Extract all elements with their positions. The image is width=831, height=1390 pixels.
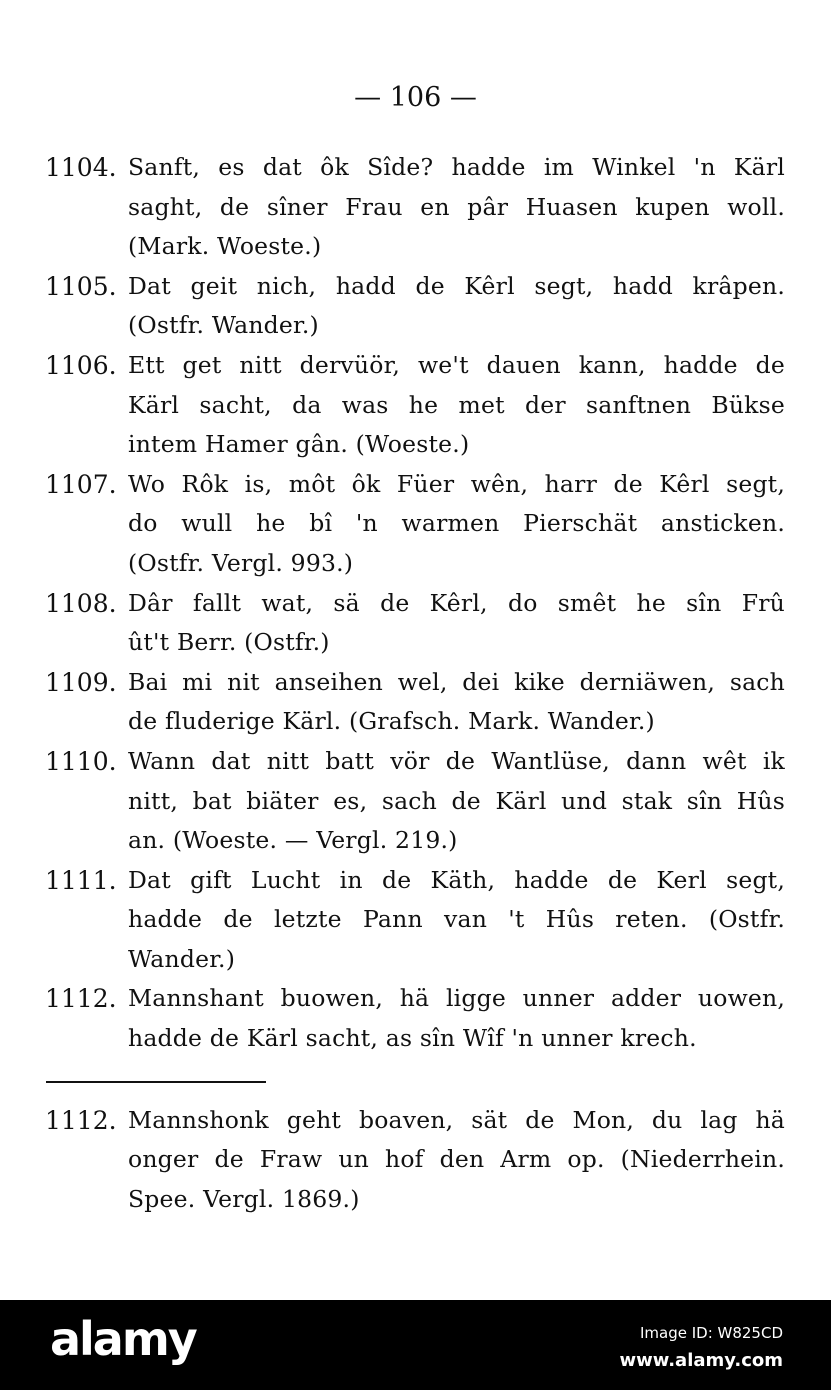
proverb-entry — [0, 148, 831, 267]
text-line: intem Hamer gân. (Woeste.) — [128, 430, 470, 459]
proverb-entry — [0, 267, 831, 346]
proverb-entry — [0, 1101, 831, 1220]
text-line: Wander.) — [128, 944, 236, 973]
entry-number: 1107. — [45, 469, 117, 499]
proverb-entry — [0, 465, 831, 584]
text-line: Sanft, es dat ôk Sîde? hadde im Winkel 'n Kärl — [128, 153, 785, 181]
text-line: Mannshant buowen, hä ligge unner adder uowen, — [128, 984, 785, 1013]
text-line: Ett get nitt dervüör, we't dauen kann, hadde de — [128, 350, 785, 379]
text-line: de fluderige Kärl. (Grafsch. Mark. Wander.) — [128, 707, 655, 736]
text-line: (Ostfr. Wander.) — [128, 311, 319, 340]
proverb-entry — [0, 663, 831, 742]
text-line: (Mark. Woeste.) — [128, 232, 322, 261]
proverb-entry — [0, 742, 831, 861]
proverb-entry — [0, 979, 831, 1058]
text-line: (Ostfr. Vergl. 993.) — [128, 548, 354, 577]
text-line: ût't Berr. (Ostfr.) — [128, 628, 330, 657]
text-line: Mannshonk geht boaven, sät de Mon, du lag hä — [128, 1105, 785, 1134]
entry-number: 1104. — [45, 153, 117, 182]
text-line: onger de Fraw un hof den Arm op. (Niederrhein. — [128, 1145, 785, 1174]
proverb-entry — [0, 346, 831, 465]
entry-number: 1105. — [45, 271, 117, 301]
entry-number: 1111. — [45, 865, 117, 895]
entry-number: 1109. — [45, 667, 117, 697]
text-line: Wann dat nitt batt vör de Wantlüse, dann wêt ik — [128, 746, 785, 775]
entry-number: 1112. — [45, 1105, 117, 1135]
text-line: nitt, bat biäter es, sach de Kärl und stak sîn Hûs — [128, 786, 785, 815]
text-line: hadde de letzte Pann van 't Hûs reten. (Ostfr. — [128, 905, 785, 934]
text-line: Dat gift Lucht in de Käth, hadde de Kerl segt, — [128, 865, 785, 894]
text-line: Bai mi nit anseihen wel, dei kike derniäwen, sach — [128, 667, 785, 696]
text-line: saght, de sîner Frau en pâr Huasen kupen woll. — [128, 192, 785, 221]
footnote-rule — [46, 1081, 266, 1083]
text-line: do wull he bî 'n warmen Pierschät ansticken. — [128, 509, 785, 538]
proverb-entry — [0, 861, 831, 980]
text-line: Dâr fallt wat, sä de Kêrl, do smêt he sîn Frû — [128, 588, 785, 617]
text-line: Wo Rôk is, môt ôk Füer wên, harr de Kêrl segt, — [128, 469, 785, 498]
text-line: hadde de Kärl sacht, as sîn Wîf 'n unner krech. — [128, 1024, 697, 1053]
watermark-bar — [0, 1300, 831, 1390]
image-id: Image ID: W825CD — [639, 1324, 783, 1342]
entry-number: 1106. — [45, 350, 117, 380]
text-line: an. (Woeste. — Vergl. 219.) — [128, 826, 458, 855]
text-line: Dat geit nich, hadd de Kêrl segt, hadd krâpen. — [128, 271, 785, 300]
proverb-entry — [0, 584, 831, 663]
proverb-list — [0, 148, 831, 1219]
text-line: Spee. Vergl. 1869.) — [128, 1184, 360, 1213]
site-url: www.alamy.com — [619, 1350, 783, 1371]
text-line: Kärl sacht, da was he met der sanftnen Bükse — [128, 390, 785, 419]
entry-number: 1110. — [45, 746, 117, 776]
entry-number: 1112. — [45, 984, 117, 1014]
alamy-logo: alamy — [50, 1312, 196, 1366]
entry-number: 1108. — [45, 588, 117, 618]
page-number: — 106 — — [354, 82, 477, 113]
